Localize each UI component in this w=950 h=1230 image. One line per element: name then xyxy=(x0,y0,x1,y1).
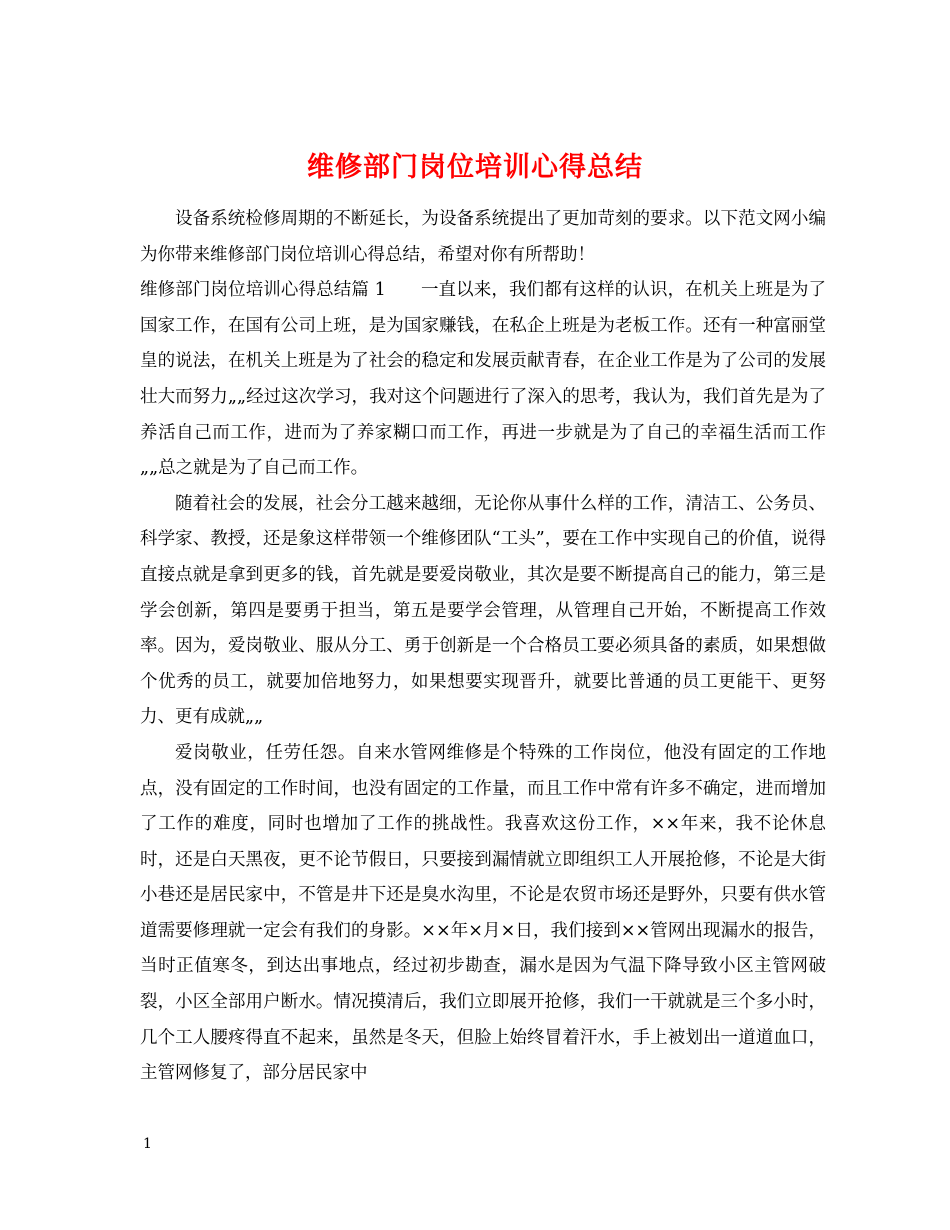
intro-paragraph: 设备系统检修周期的不断延长，为设备系统提出了更加苛刻的要求。以下范文网小编为你带来维修部门岗位培训心得总结，希望对你有所帮助！ xyxy=(140,209,826,265)
paragraph-2: 随着社会的发展，社会分工越来越细，无论你从事什么样的工作，清洁工、公务员、科学家、教授，还是象这样带领一个维修团队“工头”，要在工作中实现自己的价值，说得直接点就是拿到更多的钱，首先就是要爱岗敬业，其次是要不断提高自己的能力，第三是学会创新，第四是要勇于担当，第五是要学会管理，从管理自己开始，不断提高工作效率。因为，爱岗敬业、服从分工、勇于创新是一个合格员工要必须具备的素质，如果想做个优秀的员工，就要加倍地努力，如果想要实现晋升，就要比普通的员工更能干、更努力、更有成就„„ xyxy=(140,493,826,728)
section-heading: 维修部门岗位培训心得总结篇 1 xyxy=(140,280,386,301)
paragraph-3: 爱岗敬业，任劳任怨。自来水管网维修是个特殊的工作岗位，他没有固定的工作地点，没有固定的工作时间，也没有固定的工作量，而且工作中常有许多不确定，进而增加了工作的难度，同时也增加了工作的挑战性。我喜欢这份工作，××年来，我不论休息时，还是白天黑夜，更不论节假日，只要接到漏情就立即组织工人开展抢修，不论是大街小巷还是居民家中，不管是井下还是臭水沟里，不论是农贸市场还是野外，只要有供水管道需要修理就一定会有我们的身影。××年×月×日，我们接到××管网出现漏水的报告，当时正值寒冬，到达出事地点，经过初步勘查，漏水是因为气温下降导致小区主管网破裂，小区全部用户断水。情况摸清后，我们立即展开抢修，我们一干就就是三个多小时，几个工人腰疼得直不起来，虽然是冬天，但脸上始终冒着汗水，手上被划出一道道血口，主管网修复了，部分居民家中 xyxy=(140,742,826,1084)
document-body xyxy=(140,202,826,1092)
page-number: 1 xyxy=(143,1136,152,1152)
document-title: 维修部门岗位培训心得总结 xyxy=(307,152,643,184)
paragraph-1-text: 一直以来，我们都有这样的认识，在机关上班是为了国家工作，在国有公司上班，是为国家赚钱，在私企上班是为老板工作。还有一种富丽堂皇的说法，在机关上班是为了社会的稳定和发展贡献青春，在企业工作是为了公司的发展壮大而努力„„经过这次学习，我对这个问题进行了深入的思考，我认为，我们首先是为了养活自己而工作，进而为了养家糊口而工作，再进一步就是为了自己的幸福生活而工作„„总之就是为了自己而工作。 xyxy=(140,280,826,479)
section-1-paragraph xyxy=(140,273,826,487)
